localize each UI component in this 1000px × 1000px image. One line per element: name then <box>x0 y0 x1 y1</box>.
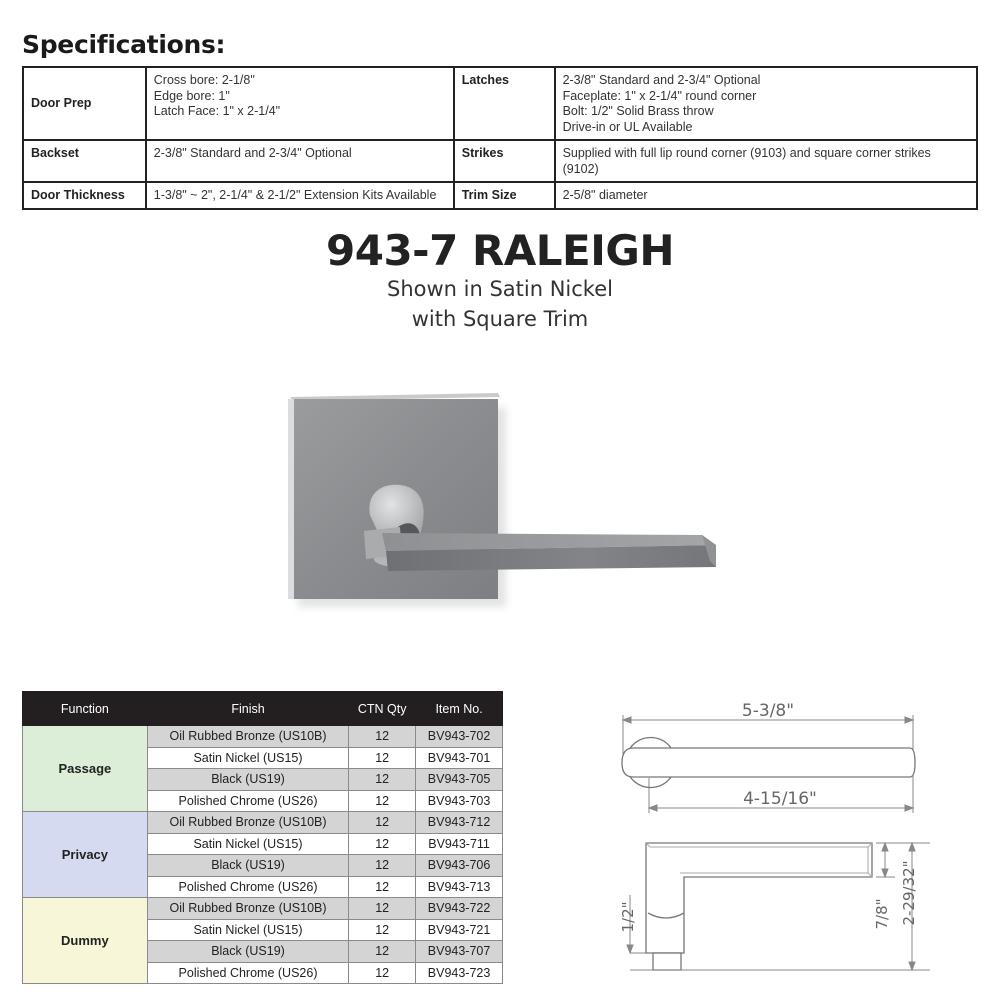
table-row <box>23 812 503 834</box>
spec-label-backset: Backset <box>23 140 146 182</box>
finish-cell: Oil Rubbed Bronze (US10B) <box>147 812 349 834</box>
spec-row-door-prep <box>23 67 977 140</box>
dim-rose-projection: 1/2" <box>619 901 637 933</box>
finish-cell: Satin Nickel (US15) <box>147 919 349 941</box>
spec-label-door-thickness: Door Thickness <box>23 182 146 209</box>
finish-cell: Polished Chrome (US26) <box>147 876 349 898</box>
qty-cell: 12 <box>349 876 416 898</box>
specifications-title: Specifications: <box>22 30 226 59</box>
col-header-ctn-qty: CTN Qty <box>349 692 416 726</box>
finish-cell: Oil Rubbed Bronze (US10B) <box>147 726 349 748</box>
function-cell-passage: Passage <box>23 726 148 812</box>
finish-cell: Polished Chrome (US26) <box>147 962 349 984</box>
spec-row-backset <box>23 140 977 182</box>
spec-label-door-prep: Door Prep <box>23 67 146 140</box>
item-no-cell: BV943-711 <box>416 833 503 855</box>
qty-cell: 12 <box>349 898 416 920</box>
function-cell-dummy: Dummy <box>23 898 148 984</box>
item-no-cell: BV943-713 <box>416 876 503 898</box>
qty-cell: 12 <box>349 747 416 769</box>
item-no-cell: BV943-702 <box>416 726 503 748</box>
spec-line: Cross bore: 2-1/8" <box>153 73 255 87</box>
item-no-cell: BV943-703 <box>416 790 503 812</box>
spec-line: Bolt: 1/2" Solid Brass throw <box>562 104 714 118</box>
finish-cell: Oil Rubbed Bronze (US10B) <box>147 898 349 920</box>
product-subtitle-line2: with Square Trim <box>411 307 589 331</box>
qty-cell: 12 <box>349 941 416 963</box>
spec-value-backset: 2-3/8" Standard and 2-3/4" Optional <box>146 140 454 182</box>
spec-line: Faceplate: 1" x 2-1/4" round corner <box>562 88 757 103</box>
qty-cell: 12 <box>349 812 416 834</box>
col-header-item-no: Item No. <box>416 692 503 726</box>
finish-cell: Black (US19) <box>147 941 349 963</box>
side-view-dimension-diagram <box>610 825 930 980</box>
spec-line: Latch Face: 1" x 2-1/4" <box>153 104 281 118</box>
qty-cell: 12 <box>349 790 416 812</box>
item-no-cell: BV943-705 <box>416 769 503 791</box>
items-table <box>22 691 503 984</box>
dim-overall-length: 5-3/8" <box>741 701 795 721</box>
item-no-cell: BV943-706 <box>416 855 503 877</box>
spec-value-trim-size: 2-5/8" diameter <box>555 182 977 209</box>
item-no-cell: BV943-712 <box>416 812 503 834</box>
table-row <box>23 726 503 748</box>
top-view-dimension-diagram <box>610 695 930 815</box>
finish-cell: Black (US19) <box>147 855 349 877</box>
qty-cell: 12 <box>349 726 416 748</box>
specifications-table <box>22 66 978 210</box>
spec-row-door-thickness <box>23 182 977 209</box>
product-title: 943-7 RALEIGH <box>326 226 674 275</box>
spec-label-latches: Latches <box>454 67 555 140</box>
dim-lever-length: 4-15/16" <box>743 789 817 809</box>
finish-cell: Satin Nickel (US15) <box>147 833 349 855</box>
spec-label-strikes: Strikes <box>454 140 555 182</box>
lever-handle-photo <box>270 385 730 615</box>
dim-lever-height: 7/8" <box>873 898 891 930</box>
spec-value-door-prep <box>146 67 454 140</box>
function-cell-privacy: Privacy <box>23 812 148 898</box>
spec-value-door-thickness: 1-3/8" ~ 2", 2-1/4" & 2-1/2" Extension Kits Available <box>146 182 454 209</box>
qty-cell: 12 <box>349 962 416 984</box>
qty-cell: 12 <box>349 855 416 877</box>
spec-line: 2-3/8" Standard and 2-3/4" Optional <box>562 73 761 87</box>
col-header-function: Function <box>23 692 148 726</box>
spec-value-latches <box>555 67 977 140</box>
dim-overall-projection: 2-29/32" <box>900 860 918 926</box>
finish-cell: Black (US19) <box>147 769 349 791</box>
item-no-cell: BV943-707 <box>416 941 503 963</box>
finish-cell: Satin Nickel (US15) <box>147 747 349 769</box>
qty-cell: 12 <box>349 833 416 855</box>
item-no-cell: BV943-701 <box>416 747 503 769</box>
product-subtitle-line1: Shown in Satin Nickel <box>387 277 613 301</box>
spec-label-trim-size: Trim Size <box>454 182 555 209</box>
finish-cell: Polished Chrome (US26) <box>147 790 349 812</box>
item-no-cell: BV943-721 <box>416 919 503 941</box>
items-table-header <box>23 692 503 726</box>
item-no-cell: BV943-723 <box>416 962 503 984</box>
table-row <box>23 898 503 920</box>
qty-cell: 12 <box>349 919 416 941</box>
spec-line: Edge bore: 1" <box>153 88 230 103</box>
qty-cell: 12 <box>349 769 416 791</box>
item-no-cell: BV943-722 <box>416 898 503 920</box>
col-header-finish: Finish <box>147 692 349 726</box>
spec-line: Drive-in or UL Available <box>562 119 693 134</box>
spec-value-strikes: Supplied with full lip round corner (9103) and square corner strikes (9102) <box>555 140 977 182</box>
